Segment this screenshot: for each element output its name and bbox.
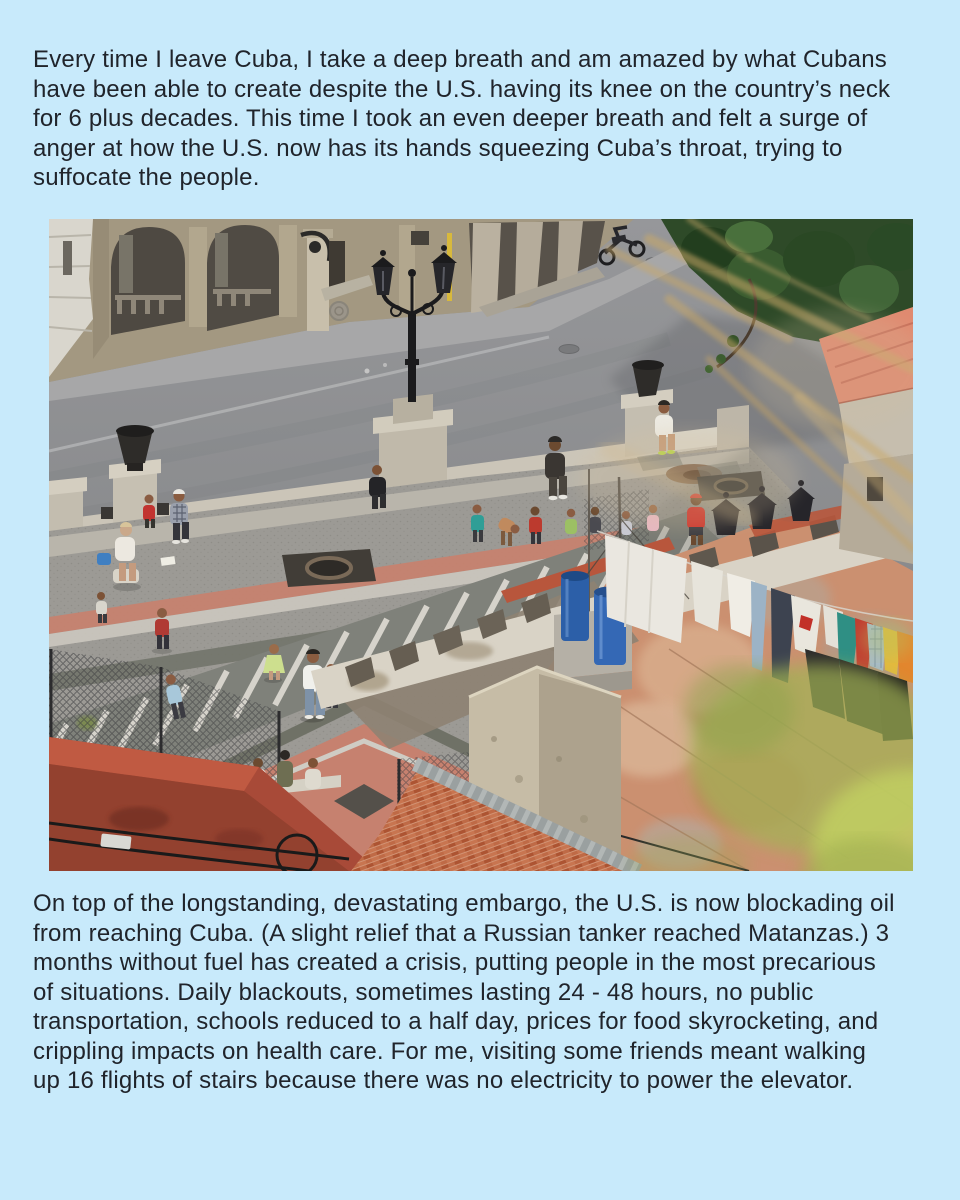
text-line: months without fuel has created a crisis, putting people in the most precarious: [33, 949, 876, 976]
text-line: Every time I leave Cuba, I take a deep breath and am amazed by what Cubans: [33, 46, 887, 73]
text-line: On top of the longstanding, devastating embargo, the U.S. is now blockading oil: [33, 890, 895, 917]
havana-street-photo-art: [49, 219, 913, 871]
text-line: up 16 flights of stairs because there was no electricity to power the elevator.: [33, 1067, 854, 1094]
text-line: have been able to create despite the U.S. having its knee on the country’s neck: [33, 75, 891, 103]
text-line: anger at how the U.S. now has its hands squeezing Cuba’s throat, trying to: [33, 134, 843, 162]
tree-planter: [282, 549, 376, 587]
post-text-paragraph-1: [33, 45, 890, 193]
text-line: crippling impacts on health care. For me, visiting some friends meant walking: [33, 1037, 867, 1065]
text-line: from reaching Cuba. (A slight relief that a Russian tanker reached Matanzas.) 3: [33, 919, 890, 947]
text-line: of situations. Daily blackouts, sometimes lasting 24 - 48 hours, no public: [33, 978, 814, 1006]
text-line: transportation, schools reduced to a half day, prices for food skyrocketing, and: [33, 1008, 879, 1035]
text-line: suffocate the people.: [33, 164, 260, 191]
post-text-paragraph-2: [33, 889, 895, 1096]
havana-street-photo: [49, 219, 913, 871]
text-line: for 6 plus decades. This time I took an even deeper breath and felt a surge of: [33, 105, 868, 132]
